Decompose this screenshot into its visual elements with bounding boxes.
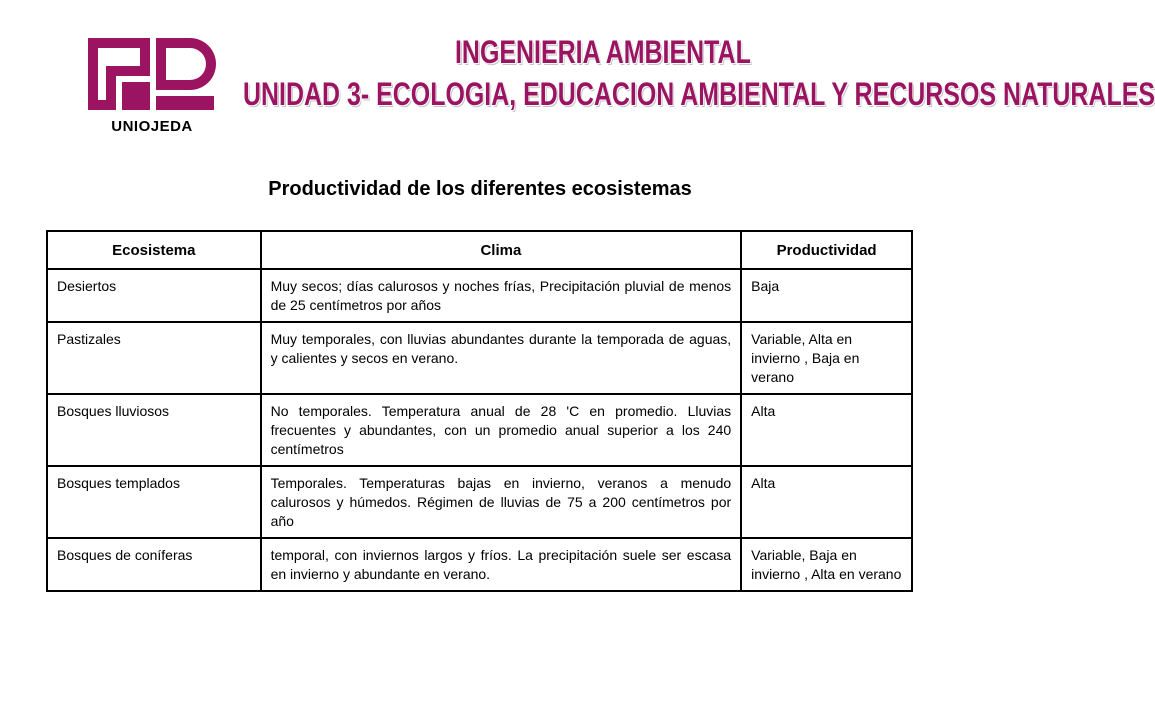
logo-text: UNIOJEDA <box>111 118 193 135</box>
cell-ecosistema: Pastizales <box>47 322 261 394</box>
table-header-row <box>47 231 912 269</box>
table-row <box>47 269 912 322</box>
table-row <box>47 466 912 538</box>
cell-ecosistema: Bosques de coníferas <box>47 538 261 591</box>
header-productividad: Productividad <box>741 231 912 269</box>
cell-ecosistema: Bosques lluviosos <box>47 394 261 466</box>
table-row <box>47 322 912 394</box>
uniojeda-logo <box>86 36 218 154</box>
header-ecosistema: Ecosistema <box>47 231 261 269</box>
cell-productividad: Alta <box>741 394 912 466</box>
cell-productividad: Variable, Baja en invierno , Alta en verano <box>741 538 912 591</box>
table-title: Productividad de los diferentes ecosistemas <box>268 178 692 200</box>
cell-productividad: Alta <box>741 466 912 538</box>
cell-clima: Muy temporales, con lluvias abundantes durante la temporada de aguas, y calientes y secos en verano. <box>261 322 742 394</box>
cell-ecosistema: Desiertos <box>47 269 261 322</box>
logo-mark-icon <box>86 36 218 116</box>
table-row <box>47 538 912 591</box>
cell-clima: No temporales. Temperatura anual de 28 'C en promedio. Lluvias frecuentes y abundantes, con un promedio anual superior a los 240 centímetros <box>261 394 742 466</box>
cell-productividad: Baja <box>741 269 912 322</box>
cell-ecosistema: Bosques templados <box>47 466 261 538</box>
header-clima: Clima <box>261 231 742 269</box>
header-line-1: INGENIERIA AMBIENTAL <box>455 34 751 70</box>
cell-clima: Temporales. Temperaturas bajas en invierno, veranos a menudo calurosos y húmedos. Régimen de lluvias de 75 a 200 centímetros por año <box>261 466 742 538</box>
cell-clima: Muy secos; días calurosos y noches frías, Precipitación pluvial de menos de 25 centímetros por años <box>261 269 742 322</box>
ecosystem-table <box>46 230 913 592</box>
header-line-2: UNIDAD 3- ECOLOGIA, EDUCACION AMBIENTAL Y RECURSOS NATURALES <box>243 76 1155 112</box>
cell-productividad: Variable, Alta en invierno , Baja en verano <box>741 322 912 394</box>
table-row <box>47 394 912 466</box>
cell-clima: temporal, con inviernos largos y fríos. La precipitación suele ser escasa en invierno y abundante en verano. <box>261 538 742 591</box>
